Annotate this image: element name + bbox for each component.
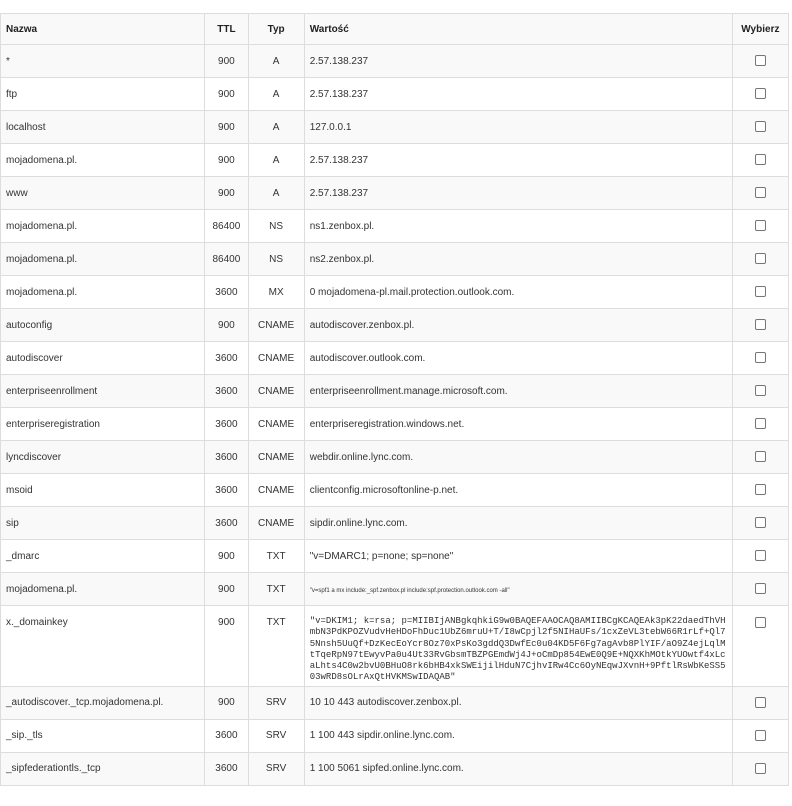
record-name: mojadomena.pl. [1,573,205,606]
record-select-cell [732,606,788,687]
record-value-cell [304,177,732,210]
record-name: lyncdiscover [1,441,205,474]
record-name: enterpriseenrollment [1,375,205,408]
record-value: clientconfig.microsoftonline-p.net. [309,484,459,496]
record-value: enterpriseregistration.windows.net. [309,418,465,430]
record-name: autoconfig [1,309,205,342]
record-select-cell [732,686,788,719]
record-select-cell [732,243,788,276]
record-value: 2.57.138.237 [309,187,369,199]
record-name: mojadomena.pl. [1,276,205,309]
record-ttl: 3600 [205,474,248,507]
record-ttl: 3600 [205,276,248,309]
record-type: A [248,111,304,144]
record-select-cell [732,573,788,606]
record-name: mojadomena.pl. [1,144,205,177]
record-value: "v=DMARC1; p=none; sp=none" [309,550,454,562]
record-type: SRV [248,686,304,719]
table-row [1,540,789,573]
record-select-checkbox[interactable] [755,617,766,628]
record-value: ns1.zenbox.pl. [309,220,375,232]
table-row [1,719,789,752]
record-value-cell [304,144,732,177]
table-row [1,111,789,144]
record-value: "v=DKIM1; k=rsa; p=MIIBIjANBgkqhkiG9w0BAQEFAAOCAQ8AMIIBCgKCAQEAk3pK22daedThVHmbN3PdKPOZVudvHeHDoFhDuc1UbZ6mruU+T/I8wCpjl2f5NIHaUFs/1cxZeVL3tebW66R1rLf+Ql75Nnsh5UuQf+DzKecEoYcr8Oz70xPsKo3gddQ3DwfEc0u04KD5F6Fg7agAvb8PlYIF/aO9Z4ejLqlMtTqeRpN97tEwyvPa0u4Ut33RvGbsmTBZPGEmdWj4J+oCmDp854EwE0Q9E+NQXKhMOtkYUOwtf4xLcaLhts4C0w2bvU0BHuO8rk6bHB4xkSWEijilHduN7CjhvIRw4Cc6OyNEqwJXvnH+9PftlRsWbKeSS503wRD8sOLrAxQtHVKMSwIDAQAB" [309,616,726,683]
record-name: ftp [1,78,205,111]
table-row [1,210,789,243]
record-value-cell [304,507,732,540]
record-select-checkbox[interactable] [755,319,766,330]
record-select-checkbox[interactable] [755,418,766,429]
record-select-checkbox[interactable] [755,220,766,231]
record-name: * [1,45,205,78]
record-ttl: 900 [205,606,248,687]
record-select-cell [732,752,788,785]
record-select-cell [732,210,788,243]
header-select: Wybierz [732,14,788,45]
record-type: TXT [248,606,304,687]
header-ttl[interactable]: TTL [205,14,248,45]
record-select-checkbox[interactable] [755,451,766,462]
record-select-checkbox[interactable] [755,550,766,561]
record-select-cell [732,540,788,573]
record-select-checkbox[interactable] [755,385,766,396]
record-type: A [248,45,304,78]
record-value-cell [304,111,732,144]
record-ttl: 3600 [205,752,248,785]
record-name: sip [1,507,205,540]
record-select-checkbox[interactable] [755,88,766,99]
table-row [1,78,789,111]
record-select-cell [732,309,788,342]
record-ttl: 3600 [205,507,248,540]
record-ttl: 900 [205,309,248,342]
record-name: _sip._tls [1,719,205,752]
record-value-cell [304,243,732,276]
record-name: mojadomena.pl. [1,210,205,243]
record-type: A [248,78,304,111]
record-value-cell [304,45,732,78]
record-select-checkbox[interactable] [755,253,766,264]
record-value: 127.0.0.1 [309,121,352,133]
record-type: NS [248,210,304,243]
record-select-checkbox[interactable] [755,352,766,363]
record-name: msoid [1,474,205,507]
record-select-cell [732,144,788,177]
record-select-checkbox[interactable] [755,154,766,165]
record-value-cell [304,309,732,342]
record-ttl: 3600 [205,342,248,375]
record-select-cell [732,441,788,474]
record-type: SRV [248,752,304,785]
record-select-cell [732,276,788,309]
table-row [1,474,789,507]
record-type: NS [248,243,304,276]
record-ttl: 900 [205,144,248,177]
header-value[interactable]: Wartość [304,14,732,45]
record-value-cell [304,686,732,719]
table-row [1,752,789,785]
record-ttl: 900 [205,573,248,606]
record-value: sipdir.online.lync.com. [309,517,408,529]
record-ttl: 900 [205,111,248,144]
record-select-checkbox[interactable] [755,55,766,66]
record-select-cell [732,45,788,78]
record-value-cell [304,441,732,474]
table-row [1,177,789,210]
record-name: mojadomena.pl. [1,243,205,276]
record-value-cell [304,752,732,785]
record-type: TXT [248,540,304,573]
record-value: ns2.zenbox.pl. [309,253,375,265]
record-select-cell [732,342,788,375]
table-row [1,276,789,309]
record-select-checkbox[interactable] [755,697,766,708]
record-ttl: 3600 [205,441,248,474]
record-ttl: 86400 [205,243,248,276]
table-row [1,144,789,177]
record-select-cell [732,177,788,210]
record-value: 2.57.138.237 [309,55,369,67]
record-value-cell [304,540,732,573]
record-name: _dmarc [1,540,205,573]
table-row [1,375,789,408]
record-value-cell [304,342,732,375]
record-type: CNAME [248,342,304,375]
record-ttl: 3600 [205,408,248,441]
record-type: A [248,144,304,177]
table-header-row [1,14,789,45]
record-value: webdir.online.lync.com. [309,451,414,463]
table-row [1,243,789,276]
table-row [1,573,789,606]
record-ttl: 900 [205,686,248,719]
header-type[interactable]: Typ [248,14,304,45]
record-select-checkbox[interactable] [755,763,766,774]
record-name: _sipfederationtls._tcp [1,752,205,785]
record-select-cell [732,78,788,111]
record-type: MX [248,276,304,309]
record-name: www [1,177,205,210]
record-select-cell [732,111,788,144]
record-ttl: 900 [205,540,248,573]
record-select-checkbox[interactable] [755,286,766,297]
record-select-cell [732,375,788,408]
record-type: TXT [248,573,304,606]
record-value-cell [304,606,732,687]
record-name: autodiscover [1,342,205,375]
record-select-checkbox[interactable] [755,583,766,594]
record-name: enterpriseregistration [1,408,205,441]
record-name: localhost [1,111,205,144]
record-value: enterpriseenrollment.manage.microsoft.com. [309,385,508,397]
record-value: 0 mojadomena-pl.mail.protection.outlook.com. [309,286,515,298]
record-value: "v=spf1 a mx include:_spf.zenbox.pl include:spf.protection.outlook.com -all" [309,587,510,594]
record-type: CNAME [248,375,304,408]
record-select-checkbox[interactable] [755,121,766,132]
record-type: CNAME [248,441,304,474]
record-select-cell [732,507,788,540]
record-value: 1 100 5061 sipfed.online.lync.com. [309,763,464,775]
record-ttl: 900 [205,78,248,111]
record-ttl: 3600 [205,719,248,752]
record-select-checkbox[interactable] [755,187,766,198]
record-select-cell [732,719,788,752]
header-name[interactable]: Nazwa [1,14,205,45]
record-select-cell [732,408,788,441]
record-type: CNAME [248,309,304,342]
record-type: SRV [248,719,304,752]
dns-records-table [0,13,789,786]
record-value: 2.57.138.237 [309,88,369,100]
record-ttl: 3600 [205,375,248,408]
record-ttl: 900 [205,45,248,78]
record-name: _autodiscover._tcp.mojadomena.pl. [1,686,205,719]
record-value-cell [304,408,732,441]
table-row [1,45,789,78]
table-row [1,441,789,474]
record-value: 1 100 443 sipdir.online.lync.com. [309,730,455,742]
table-row [1,408,789,441]
record-select-cell [732,474,788,507]
record-type: A [248,177,304,210]
record-type: CNAME [248,507,304,540]
record-value-cell [304,375,732,408]
record-value-cell [304,573,732,606]
record-select-checkbox[interactable] [755,517,766,528]
record-type: CNAME [248,474,304,507]
record-select-checkbox[interactable] [755,730,766,741]
record-value-cell [304,719,732,752]
table-row [1,606,789,687]
table-row [1,686,789,719]
record-select-checkbox[interactable] [755,484,766,495]
record-value-cell [304,276,732,309]
record-value-cell [304,474,732,507]
record-value: autodiscover.outlook.com. [309,352,426,364]
table-row [1,342,789,375]
record-ttl: 86400 [205,210,248,243]
record-type: CNAME [248,408,304,441]
record-ttl: 900 [205,177,248,210]
record-value: 2.57.138.237 [309,154,369,166]
record-value: 10 10 443 autodiscover.zenbox.pl. [309,697,462,709]
table-row [1,507,789,540]
record-value: autodiscover.zenbox.pl. [309,319,415,331]
record-value-cell [304,78,732,111]
record-name: x._domainkey [1,606,205,687]
record-value-cell [304,210,732,243]
table-row [1,309,789,342]
